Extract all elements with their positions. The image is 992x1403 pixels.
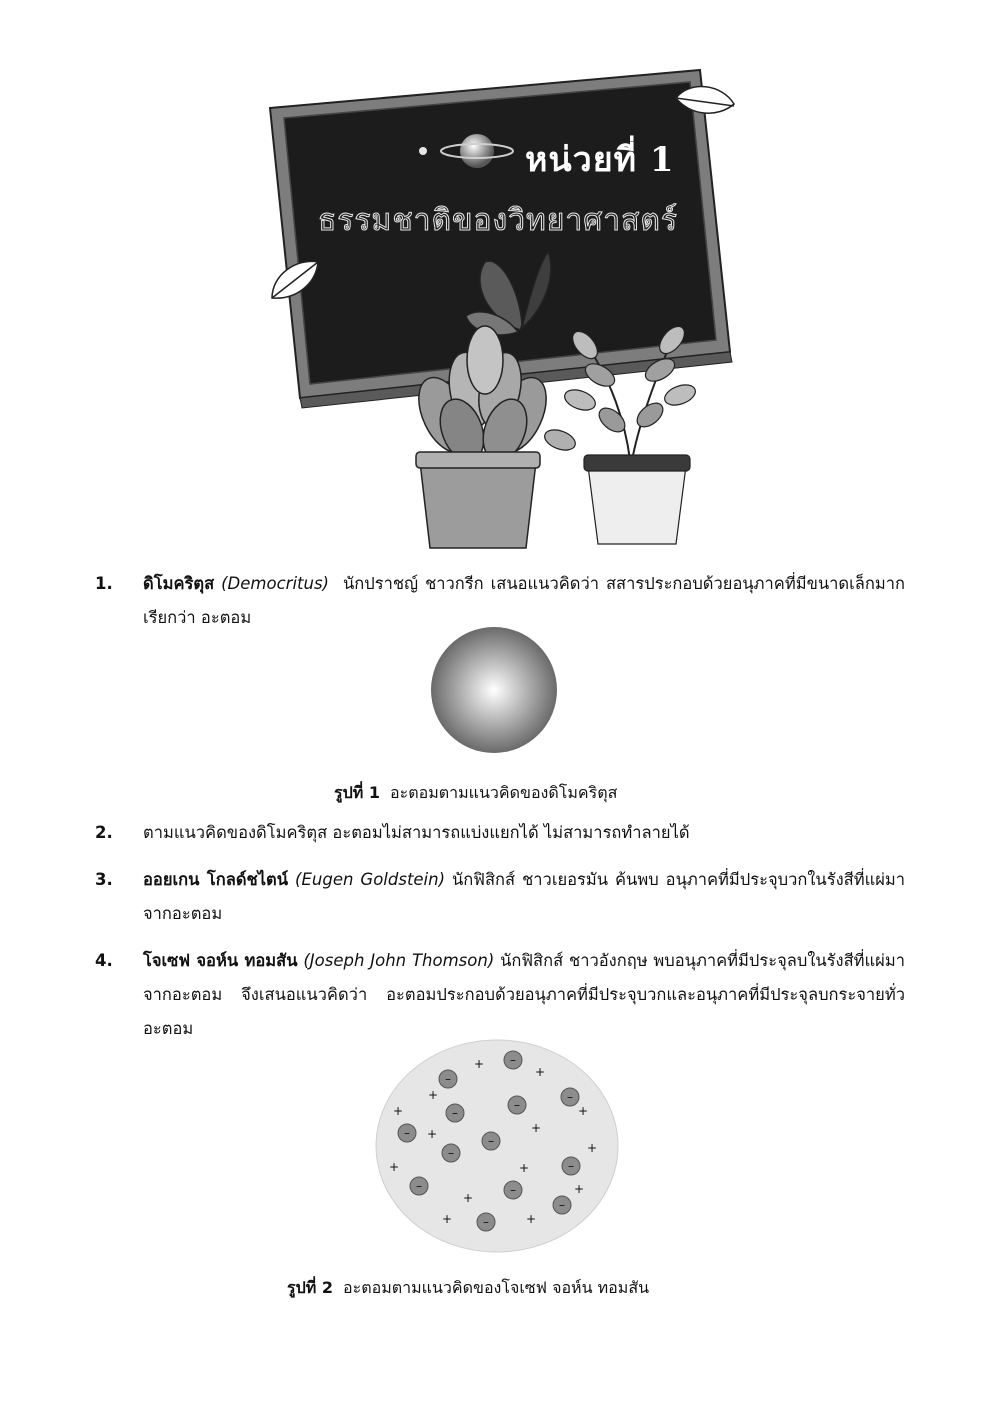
electron-particle bbox=[504, 1181, 522, 1199]
figure-label: รูปที่ 2 bbox=[287, 1278, 333, 1297]
electron-particle bbox=[477, 1213, 495, 1231]
positive-charge-symbol: + bbox=[518, 1161, 530, 1175]
negative-charge-symbol: – bbox=[448, 1146, 454, 1160]
negative-charge-symbol: – bbox=[510, 1183, 516, 1197]
positive-charge-symbol: + bbox=[392, 1104, 404, 1118]
positive-charge-symbol: + bbox=[586, 1141, 598, 1155]
figure-caption-text: อะตอมตามแนวคิดของโจเซฟ จอห์น ทอมสัน bbox=[343, 1278, 650, 1297]
item-text: นักปราชญ์ ชาวกรีก เสนอแนวคิดว่า สสารประกอบด้วยอนุภาคที่มีขนาดเล็กมาก เรียกว่า อะตอม bbox=[143, 574, 905, 627]
figure-caption bbox=[287, 1276, 649, 1301]
list-item bbox=[95, 944, 905, 1046]
scientist-english-name: (Joseph John Thomson) bbox=[303, 951, 495, 970]
positive-charge-symbol: + bbox=[525, 1212, 537, 1226]
positive-charge-symbol: + bbox=[426, 1127, 438, 1141]
negative-charge-symbol: – bbox=[559, 1198, 565, 1212]
electron-particle bbox=[482, 1132, 500, 1150]
electron-particle bbox=[398, 1124, 416, 1142]
negative-charge-symbol: – bbox=[404, 1126, 410, 1140]
electron-particle bbox=[410, 1177, 428, 1195]
scientist-name: ดิโมคริตุส bbox=[143, 574, 215, 593]
list-item bbox=[95, 816, 905, 850]
positive-charge-symbol: + bbox=[573, 1182, 585, 1196]
item-number: 1. bbox=[95, 574, 113, 593]
item-number: 4. bbox=[95, 951, 113, 970]
negative-charge-symbol: – bbox=[452, 1106, 458, 1120]
item-text: นักฟิสิกส์ ชาวเยอรมัน ค้นพบ อนุภาคที่มีประจุบวกในรังสีที่แผ่มาจากอะตอม bbox=[143, 870, 906, 923]
electron-particle bbox=[562, 1157, 580, 1175]
negative-charge-symbol: – bbox=[488, 1134, 494, 1148]
electron-particle bbox=[553, 1196, 571, 1214]
figure-caption-text: อะตอมตามแนวคิดของดิโมคริตุส bbox=[390, 783, 618, 802]
negative-charge-symbol: – bbox=[510, 1053, 516, 1067]
positive-charge-symbol: + bbox=[473, 1057, 485, 1071]
positive-charge-symbol: + bbox=[577, 1104, 589, 1118]
negative-charge-symbol: – bbox=[514, 1098, 520, 1112]
scientist-english-name: (Democritus) bbox=[221, 574, 329, 593]
item-number: 3. bbox=[95, 870, 113, 889]
unit-subtitle: ธรรมชาติของวิทยาศาสตร์ bbox=[318, 203, 679, 238]
list-item bbox=[95, 863, 905, 931]
positive-charge-symbol: + bbox=[427, 1088, 439, 1102]
positive-charge-symbol: + bbox=[441, 1212, 453, 1226]
figure-label: รูปที่ 1 bbox=[334, 783, 380, 802]
scientist-name: ออยเกน โกลด์ชไตน์ bbox=[143, 870, 289, 889]
item-text: ตามแนวคิดของดิโมคริตุส อะตอมไม่สามารถแบ่งแยกได้ ไม่สามารถทำลายได้ bbox=[143, 823, 690, 842]
scientist-name: โจเซฟ จอห์น ทอมสัน bbox=[143, 951, 298, 970]
negative-charge-symbol: – bbox=[483, 1215, 489, 1229]
item-text: นักฟิสิกส์ ชาวอังกฤษ พบอนุภาคที่มีประจุลบในรังสีที่แผ่มาจากอะตอม จึงเสนอแนวคิดว่า อะตอมประกอบด้วยอนุภาคที่มีประจุบวกและอนุภาคที่มีประจุลบกระจายทั่วอะตอม bbox=[143, 951, 905, 1038]
negative-charge-symbol: – bbox=[568, 1159, 574, 1173]
positive-charge-symbol: + bbox=[534, 1065, 546, 1079]
positive-charge-symbol: + bbox=[462, 1191, 474, 1205]
democritus-atom-sphere bbox=[428, 624, 560, 756]
positive-charge-symbol: + bbox=[388, 1160, 400, 1174]
figure-caption bbox=[334, 781, 617, 806]
negative-charge-symbol: – bbox=[567, 1090, 573, 1104]
item-number: 2. bbox=[95, 823, 113, 842]
electron-particle bbox=[442, 1144, 460, 1162]
electron-particle bbox=[439, 1070, 457, 1088]
thomson-atom-model bbox=[374, 1038, 620, 1254]
electron-particle bbox=[508, 1096, 526, 1114]
positive-charge-symbol: + bbox=[530, 1121, 542, 1135]
unit-title: หน่วยที่ 1 bbox=[525, 140, 675, 180]
negative-charge-symbol: – bbox=[445, 1072, 451, 1086]
electron-particle bbox=[504, 1051, 522, 1069]
scientist-english-name: (Eugen Goldstein) bbox=[295, 870, 446, 889]
negative-charge-symbol: – bbox=[416, 1179, 422, 1193]
electron-particle bbox=[561, 1088, 579, 1106]
electron-particle bbox=[446, 1104, 464, 1122]
